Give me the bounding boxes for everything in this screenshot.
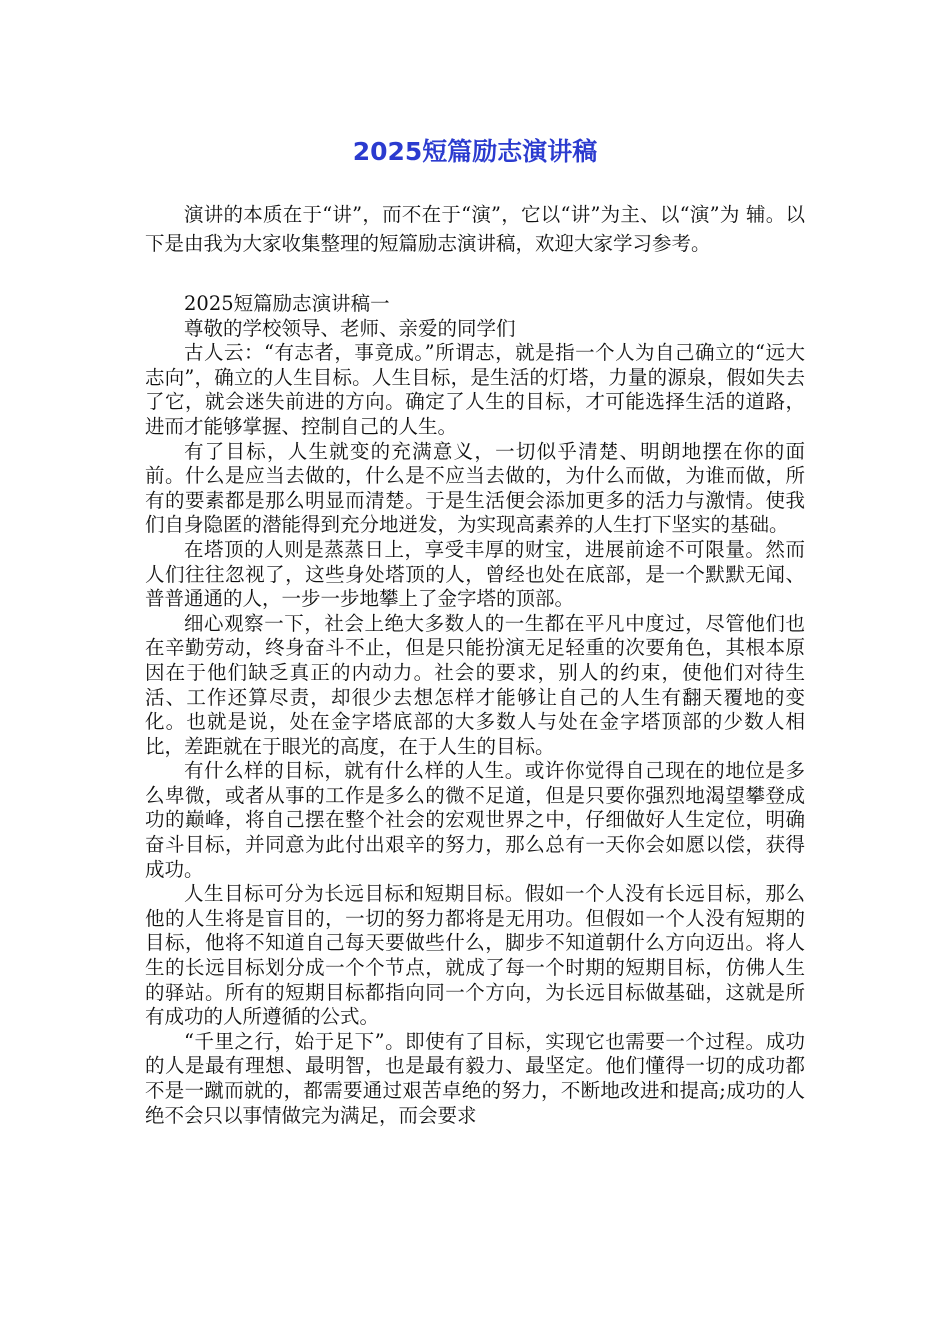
- body-paragraph: 人生目标可分为长远目标和短期目标。假如一个人没有长远目标，那么他的人生将是盲目的，一切的努力都将是无用功。但假如一个人没有短期的目标，他将不知道自己每天要做些什么，脚步不知道朝什么方向迈出。将人生的长远目标划分成一个个节点，就成了每一个时期的短期目标，仿佛人生的驿站。所有的短期目标都指向同一个方向，为长远目标做基础，这就是所有成功的人所遵循的公式。: [145, 882, 805, 1029]
- document-title: 2025短篇励志演讲稿: [352, 137, 598, 166]
- body-paragraph: 有什么样的目标，就有什么样的人生。或许你觉得自己现在的地位是多么卑微，或者从事的工作是多么的微不足道，但是只要你强烈地渴望攀登成功的巅峰，将自己摆在整个社会的宏观世界之中，仔细做好人生定位，明确奋斗目标，并同意为此付出艰辛的努力，那么总有一天你会如愿以偿，获得成功。: [145, 759, 805, 881]
- salutation: 尊敬的学校领导、老师、亲爱的同学们: [184, 316, 516, 340]
- intro-paragraph: 演讲的本质在于“讲”，而不在于“演”，它以“讲”为主、以“演”为 辅。以下是由我为大家收集整理的短篇励志演讲稿，欢迎大家学习参考。: [145, 203, 805, 255]
- body-paragraph: “千里之行，始于足下”。即使有了目标，实现它也需要一个过程。成功的人是最有理想、最明智，也是最有毅力、最坚定。他们懂得一切的成功都不是一蹴而就的，都需要通过艰苦卓绝的努力，不断地改进和提高;成功的人绝不会只以事情做完为满足，而会要求: [145, 1029, 805, 1127]
- document-body: [145, 292, 805, 1128]
- body-paragraph: 有了目标，人生就变的充满意义，一切似乎清楚、明朗地摆在你的面前。什么是应当去做的，什么是不应当去做的，为什么而做，为谁而做，所有的要素都是那么明显而清楚。于是生活便会添加更多的活力与激情。使我们自身隐匿的潜能得到充分地迸发，为实现高素养的人生打下坚实的基础。: [145, 439, 805, 537]
- body-paragraph: 细心观察一下，社会上绝大多数人的一生都在平凡中度过，尽管他们也在辛勤劳动，终身奋斗不止，但是只能扮演无足轻重的次要角色，其根本原因在于他们缺乏真正的内动力。社会的要求，别人的约束，使他们对待生活、工作还算尽责，却很少去想怎样才能够让自己的人生有翻天覆地的变化。也就是说，处在金字塔底部的大多数人与处在金字塔顶部的少数人相比，差距就在于眼光的高度，在于人生的目标。: [145, 611, 805, 758]
- section-heading: 2025短篇励志演讲稿一: [184, 292, 390, 315]
- body-paragraph: 在塔顶的人则是蒸蒸日上，享受丰厚的财宝，进展前途不可限量。然而人们往往忽视了，这些身处塔顶的人，曾经也处在底部，是一个默默无闻、普普通通的人，一步一步地攀上了金字塔的顶部。: [145, 537, 805, 611]
- body-paragraph: 古人云：“有志者，事竟成。”所谓志，就是指一个人为自己确立的“远大志向”，确立的人生目标。人生目标，是生活的灯塔，力量的源泉，假如失去了它，就会迷失前进的方向。确定了人生的目标，才可能选择生活的道路，进而才能够掌握、控制自己的人生。: [145, 341, 805, 438]
